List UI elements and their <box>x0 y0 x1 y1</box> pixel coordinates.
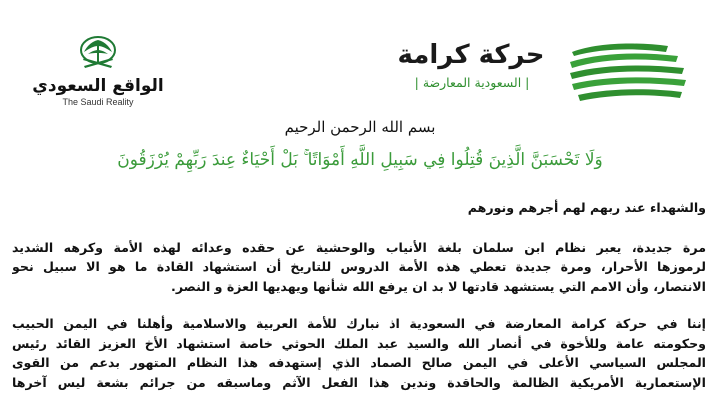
text-line: لرموزها الأحرار، ومرة جديدة تعطي هذه الأمة الدروس للتاريخ أن استشهاد القادة ما هو الا سبيل نحو <box>12 259 706 274</box>
karama-title: حركة كرامة <box>397 40 545 70</box>
statement-body <box>12 198 706 392</box>
karama-movement-logo <box>382 38 700 108</box>
paragraph <box>12 314 706 392</box>
karama-subtitle: | السعودية المعارضة | <box>414 75 530 90</box>
text-line: الإستعمارية الأمريكية الظالمة والحاقدة وندين هذا الفعل الآثم وماسبقه من جرائم بشعة ليس آخرها <box>12 374 706 390</box>
text-line: الانتصار، وأن الامم التي يستشهد قادتها لا بد ان يرفع الله شأنها ويهديها العزة و النصر. <box>171 278 706 294</box>
green-stripes-globe-icon <box>568 42 688 106</box>
text-line: إننا في حركة كرامة المعارضة في السعودية اذ نبارك للأمة العربية والاسلامية وأهلنا في اليمن الحبيب <box>12 316 706 331</box>
paragraph <box>12 238 706 297</box>
text-line: مرة جديدة، يعبر نظام ابن سلمان بلغة الأنياب والوحشية عن حقده وعدائه لهذه الأمة وكرهه الشديد <box>12 239 706 255</box>
saudi-reality-logo <box>28 30 168 110</box>
saudi-reality-arabic-name: الواقع السعودي <box>32 76 164 96</box>
saudi-reality-english-name: The Saudi Reality <box>62 97 134 107</box>
text-line: والشهداء عند ربهم لهم أجرهم ونورهم <box>467 200 706 215</box>
quran-verse: وَلَا تَحْسَبَنَّ الَّذِينَ قُتِلُوا فِي سَبِيلِ اللَّهِ أَمْوَاتًا ۚ بَلْ أَحْيَاءٌ عِندَ رَبِّهِمْ يُرْزَقُونَ <box>117 150 603 170</box>
page-header <box>0 0 720 112</box>
basmala: بسم الله الرحمن الرحيم <box>284 118 436 136</box>
palm-swords-emblem-icon <box>76 34 120 74</box>
text-line: وحكومته عامة وللأخوة في أنصار الله والسيد عبد الملك الحوثي خاصة استشهاد الأخ العزيز القائد رئيس <box>12 335 706 351</box>
text-line: المجلس السياسي الأعلى في اليمن صالح الصماد الذي إستهدفه هذا النظام المتهور بدعم من القوى <box>12 355 706 370</box>
paragraph <box>12 198 706 218</box>
